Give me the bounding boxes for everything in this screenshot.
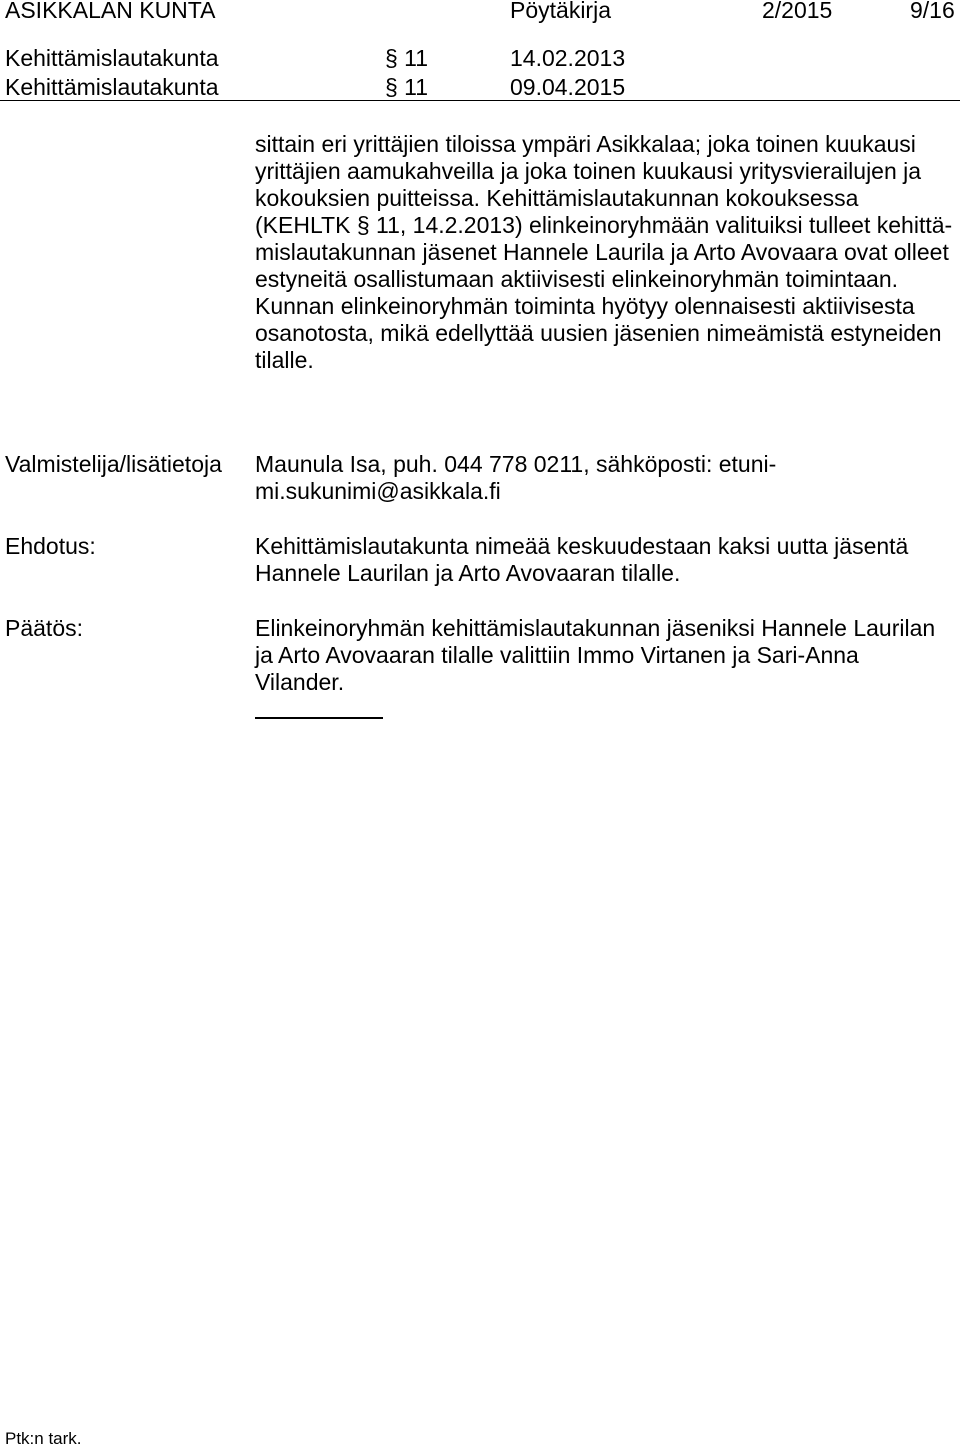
reference-body: Kehittämislautakunta	[5, 45, 219, 71]
proposal-text-line: Hannele Laurilan ja Arto Avovaaran tilalle.	[255, 560, 681, 586]
decision-text-line: Elinkeinoryhmän kehittämislautakunnan jäseniksi Hannele Laurilan	[255, 615, 936, 641]
decision-text-line: Vilander.	[255, 669, 345, 695]
body-paragraph-line: tilalle.	[255, 347, 314, 373]
preparer-contact-line: mi.sukunimi@asikkala.fi	[255, 478, 501, 504]
organization-name: ASIKKALAN KUNTA	[5, 0, 216, 23]
reference-date: 14.02.2013	[510, 45, 626, 71]
decision-text-line: ja Arto Avovaaran tilalle valittiin Immo Virtanen ja Sari-Anna	[255, 642, 859, 668]
page-number: 9/16	[910, 0, 955, 23]
document-type: Pöytäkirja	[510, 0, 611, 23]
reference-section: § 11	[385, 74, 429, 100]
decision-label: Päätös:	[5, 615, 83, 641]
header-divider	[0, 100, 960, 101]
body-paragraph-line: yrittäjien aamukahveilla ja joka toinen kuukausi yritysvierailujen ja	[255, 158, 922, 184]
document-number: 2/2015	[762, 0, 833, 23]
preparer-label: Valmistelija/lisätietoja	[5, 451, 222, 477]
section-end-line	[255, 717, 383, 719]
body-paragraph-line: osanotosta, mikä edellyttää uusien jäsenien nimeämistä estyneiden	[255, 320, 942, 346]
preparer-contact-line: Maunula Isa, puh. 044 778 0211, sähköposti: etuni-	[255, 451, 777, 477]
body-paragraph-line: Kunnan elinkeinoryhmän toiminta hyötyy olennaisesti aktiivisesta	[255, 293, 915, 319]
reference-body: Kehittämislautakunta	[5, 74, 219, 100]
reference-date: 09.04.2015	[510, 74, 626, 100]
body-paragraph-line: (KEHLTK § 11, 14.2.2013) elinkeinoryhmään valituiksi tulleet kehittä-	[255, 212, 953, 238]
body-paragraph-line: estyneitä osallistumaan aktiivisesti elinkeinoryhmän toimintaan.	[255, 266, 899, 292]
proposal-text-line: Kehittämislautakunta nimeää keskuudestaan kaksi uutta jäsentä	[255, 533, 909, 559]
body-paragraph-line: mislautakunnan jäsenet Hannele Laurila ja Arto Avovaara ovat olleet	[255, 239, 949, 265]
body-paragraph-line: kokouksien puitteissa. Kehittämislautakunnan kokouksessa	[255, 185, 859, 211]
footer-initials-label: Ptk:n tark.	[5, 1429, 82, 1448]
body-paragraph-line: sittain eri yrittäjien tiloissa ympäri Asikkalaa; joka toinen kuukausi	[255, 131, 916, 157]
reference-section: § 11	[385, 45, 429, 71]
proposal-label: Ehdotus:	[5, 533, 96, 559]
